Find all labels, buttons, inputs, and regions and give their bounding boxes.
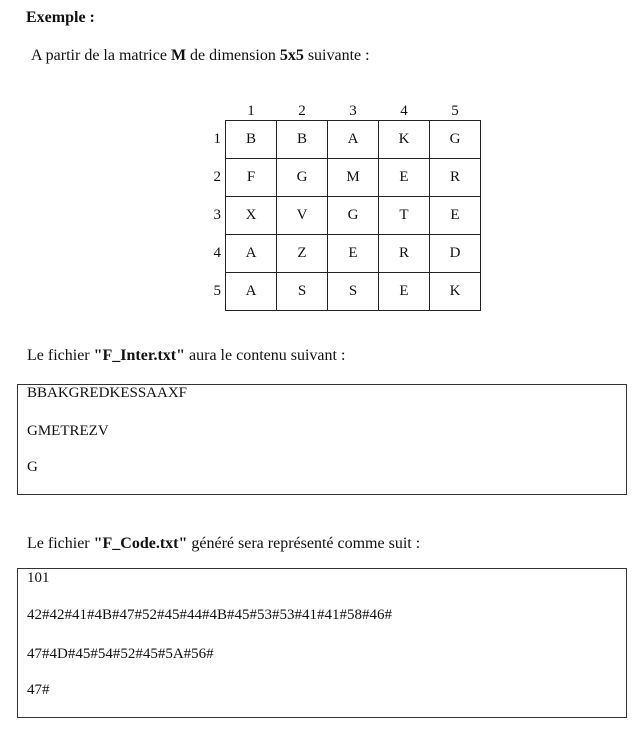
inter-file-label [27, 347, 345, 365]
matrix-cell: G [430, 121, 481, 159]
inter-label-prefix: Le fichier [27, 347, 94, 364]
code-filename: "F_Code.txt" [93, 535, 188, 552]
matrix-cell: R [430, 159, 481, 197]
matrix-cell: S [277, 273, 328, 311]
matrix-cell: X [226, 197, 277, 235]
matrix-cell: E [379, 273, 430, 311]
matrix-cell: G [328, 197, 379, 235]
column-header: 5 [451, 103, 459, 119]
row-header: 3 [213, 207, 221, 223]
matrix-table [197, 99, 481, 311]
matrix-cell: B [277, 121, 328, 159]
matrix-cell: K [379, 121, 430, 159]
matrix-row [197, 273, 481, 311]
matrix-cell: D [430, 235, 481, 273]
matrix-cell: E [379, 159, 430, 197]
matrix-cell: E [328, 235, 379, 273]
example-heading: Exemple : [26, 9, 95, 26]
inter-file-line: G [27, 459, 38, 475]
code-file-line: 101 [27, 570, 50, 586]
matrix-cell: T [379, 197, 430, 235]
column-header: 1 [247, 103, 255, 119]
inter-filename: "F_Inter.txt" [93, 347, 186, 364]
matrix-cell: S [328, 273, 379, 311]
matrix-cell: R [379, 235, 430, 273]
matrix-cell: F [226, 159, 277, 197]
column-header-row [197, 99, 481, 121]
corner-cell [197, 99, 226, 121]
code-file-line: 47#4D#45#54#52#45#5A#56# [27, 646, 214, 662]
matrix-cell: A [226, 235, 277, 273]
matrix-cell: E [430, 197, 481, 235]
matrix-cell: V [277, 197, 328, 235]
code-label-prefix: Le fichier [27, 535, 94, 552]
inter-file-line: BBAKGREDKESSAAXF [27, 385, 188, 401]
code-label-suffix: généré sera représenté comme suit : [187, 535, 421, 552]
matrix-cell: K [430, 273, 481, 311]
matrix-cell: M [328, 159, 379, 197]
matrix-cell: A [328, 121, 379, 159]
row-header: 1 [213, 131, 221, 147]
intro-sentence [31, 47, 370, 65]
matrix-row [197, 159, 481, 197]
matrix-cell: A [226, 273, 277, 311]
matrix-row [197, 121, 481, 159]
inter-file-content-box [17, 384, 627, 495]
inter-label-suffix: aura le contenu suivant : [185, 347, 346, 364]
matrix-cell: G [277, 159, 328, 197]
code-file-content-box [17, 568, 627, 718]
row-header: 4 [213, 245, 221, 261]
matrix-row [197, 235, 481, 273]
matrix-dimension: 5x5 [279, 47, 304, 64]
code-file-line: 47# [27, 682, 50, 698]
code-file-label [27, 535, 420, 553]
matrix-cell: Z [277, 235, 328, 273]
column-header: 4 [400, 103, 408, 119]
column-header: 2 [298, 103, 306, 119]
row-header: 5 [213, 283, 221, 299]
intro-suffix: suivante : [303, 47, 370, 64]
intro-middle: de dimension [186, 47, 280, 64]
matrix-row [197, 197, 481, 235]
matrix-name: M [170, 47, 187, 64]
row-header: 2 [213, 169, 221, 185]
column-header: 3 [349, 103, 357, 119]
code-file-line: 42#42#41#4B#47#52#45#44#4B#45#53#53#41#41#58#46# [27, 607, 393, 623]
inter-file-line: GMETREZV [27, 423, 109, 439]
intro-prefix: A partir de la matrice [31, 47, 171, 64]
matrix-cell: B [226, 121, 277, 159]
